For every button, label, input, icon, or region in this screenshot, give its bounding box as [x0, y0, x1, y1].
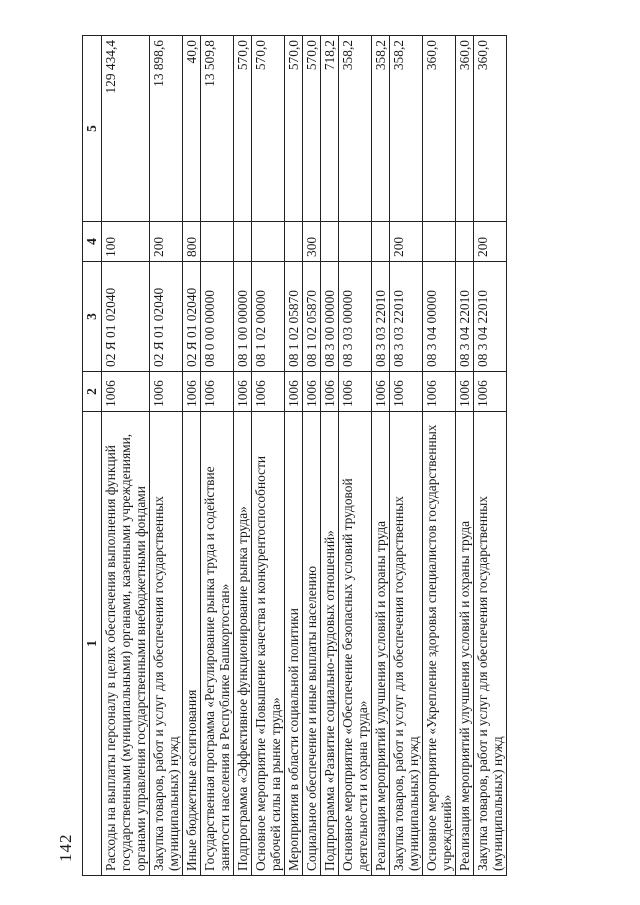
- table-row: [252, 36, 285, 876]
- table-row: [150, 36, 183, 876]
- amount-cell: 13 898,6: [150, 36, 183, 222]
- expense-name-cell: Расходы на выплаты персоналу в целях обеспечения выполнения функций государственными (муниципальными) органами, казенными учреждениями, органами управления государственными внебюджетными фондами: [102, 412, 150, 876]
- expense-type-cell: 200: [474, 222, 507, 262]
- target-code-cell: 08 3 03 22010: [390, 262, 423, 372]
- target-code-cell: 02 Я 01 02040: [150, 262, 183, 372]
- expense-type-cell: [321, 222, 339, 262]
- amount-cell: 40,0: [183, 36, 201, 222]
- amount-cell: 570,0: [234, 36, 252, 222]
- expense-name-cell: Закупка товаров, работ и услуг для обеспечения государственных (муниципальных) нужд: [474, 412, 507, 876]
- section-cell: 1006: [423, 372, 456, 412]
- page-number: 142: [56, 833, 75, 862]
- expense-name-cell: Социальное обеспечение и иные выплаты населению: [303, 412, 321, 876]
- expense-type-cell: [285, 222, 303, 262]
- target-code-cell: 08 1 02 05870: [303, 262, 321, 372]
- expense-name-cell: Основное мероприятие «Укрепление здоровья специалистов государственных учреждений»: [423, 412, 456, 876]
- expense-name-cell: Основное мероприятие «Обеспечение безопасных условий трудовой деятельности и охрана труда»: [339, 412, 372, 876]
- expense-type-cell: [339, 222, 372, 262]
- section-cell: 1006: [252, 372, 285, 412]
- amount-cell: 570,0: [285, 36, 303, 222]
- table-body: [102, 36, 507, 876]
- table-row: [423, 36, 456, 876]
- section-cell: 1006: [390, 372, 423, 412]
- table-row: [102, 36, 150, 876]
- amount-cell: 358,2: [372, 36, 390, 222]
- section-cell: 1006: [456, 372, 474, 412]
- target-code-cell: 08 3 03 22010: [372, 262, 390, 372]
- target-code-cell: 08 1 00 00000: [234, 262, 252, 372]
- target-code-cell: 02 Я 01 02040: [102, 262, 150, 372]
- expense-type-cell: [423, 222, 456, 262]
- amount-cell: 358,2: [339, 36, 372, 222]
- section-cell: 1006: [303, 372, 321, 412]
- expense-type-cell: 800: [183, 222, 201, 262]
- target-code-cell: 08 3 04 00000: [423, 262, 456, 372]
- table-row: [321, 36, 339, 876]
- section-cell: 1006: [150, 372, 183, 412]
- table-row: [474, 36, 507, 876]
- section-cell: 1006: [201, 372, 234, 412]
- table-row: [456, 36, 474, 876]
- target-code-cell: 08 3 04 22010: [456, 262, 474, 372]
- target-code-cell: 08 1 02 05870: [285, 262, 303, 372]
- header-col-3: 3: [83, 262, 102, 372]
- amount-cell: 360,0: [423, 36, 456, 222]
- amount-cell: 570,0: [252, 36, 285, 222]
- budget-table: [82, 35, 507, 876]
- expense-type-cell: 200: [150, 222, 183, 262]
- expense-name-cell: Закупка товаров, работ и услуг для обеспечения государственных (муниципальных) нужд: [390, 412, 423, 876]
- section-cell: 1006: [234, 372, 252, 412]
- expense-name-cell: Реализация мероприятий улучшения условий и охраны труда: [456, 412, 474, 876]
- section-cell: 1006: [372, 372, 390, 412]
- expense-type-cell: 200: [390, 222, 423, 262]
- section-cell: 1006: [183, 372, 201, 412]
- expense-name-cell: Мероприятия в области социальной политики: [285, 412, 303, 876]
- section-cell: 1006: [474, 372, 507, 412]
- table-row: [303, 36, 321, 876]
- section-cell: 1006: [285, 372, 303, 412]
- table-row: [372, 36, 390, 876]
- section-cell: 1006: [102, 372, 150, 412]
- target-code-cell: 08 0 00 00000: [201, 262, 234, 372]
- expense-name-cell: Закупка товаров, работ и услуг для обеспечения государственных (муниципальных) нужд: [150, 412, 183, 876]
- amount-cell: 358,2: [390, 36, 423, 222]
- table-row: [201, 36, 234, 876]
- table-header-row: [83, 36, 102, 876]
- target-code-cell: 02 Я 01 02040: [183, 262, 201, 372]
- amount-cell: 129 434,4: [102, 36, 150, 222]
- expense-type-cell: [456, 222, 474, 262]
- target-code-cell: 08 3 00 00000: [321, 262, 339, 372]
- expense-type-cell: 300: [303, 222, 321, 262]
- section-cell: 1006: [321, 372, 339, 412]
- amount-cell: 13 509,8: [201, 36, 234, 222]
- table-row: [390, 36, 423, 876]
- header-col-2: 2: [83, 372, 102, 412]
- target-code-cell: 08 3 04 22010: [474, 262, 507, 372]
- expense-type-cell: [201, 222, 234, 262]
- header-col-1: 1: [83, 412, 102, 876]
- amount-cell: 718,2: [321, 36, 339, 222]
- expense-type-cell: 100: [102, 222, 150, 262]
- expense-name-cell: Государственная программа «Регулирование рынка труда и содействие занятости населения в Республике Башкортостан»: [201, 412, 234, 876]
- expense-type-cell: [234, 222, 252, 262]
- amount-cell: 570,0: [303, 36, 321, 222]
- section-cell: 1006: [339, 372, 372, 412]
- expense-name-cell: Подпрограмма «Развитие социально-трудовых отношений»: [321, 412, 339, 876]
- header-col-4: 4: [83, 222, 102, 262]
- expense-name-cell: Подпрограмма «Эффективное функционирование рынка труда»: [234, 412, 252, 876]
- budget-table-container: [82, 36, 562, 876]
- header-col-5: 5: [83, 36, 102, 222]
- target-code-cell: 08 1 02 00000: [252, 262, 285, 372]
- expense-name-cell: Реализация мероприятий улучшения условий и охраны труда: [372, 412, 390, 876]
- table-row: [339, 36, 372, 876]
- expense-type-cell: [252, 222, 285, 262]
- expense-type-cell: [372, 222, 390, 262]
- table-row: [285, 36, 303, 876]
- expense-name-cell: Основное мероприятие «Повышение качества и конкурентоспособности рабочей силы на рынке труда»: [252, 412, 285, 876]
- table-row: [183, 36, 201, 876]
- expense-name-cell: Иные бюджетные ассигнования: [183, 412, 201, 876]
- table-row: [234, 36, 252, 876]
- amount-cell: 360,0: [456, 36, 474, 222]
- amount-cell: 360,0: [474, 36, 507, 222]
- target-code-cell: 08 3 03 00000: [339, 262, 372, 372]
